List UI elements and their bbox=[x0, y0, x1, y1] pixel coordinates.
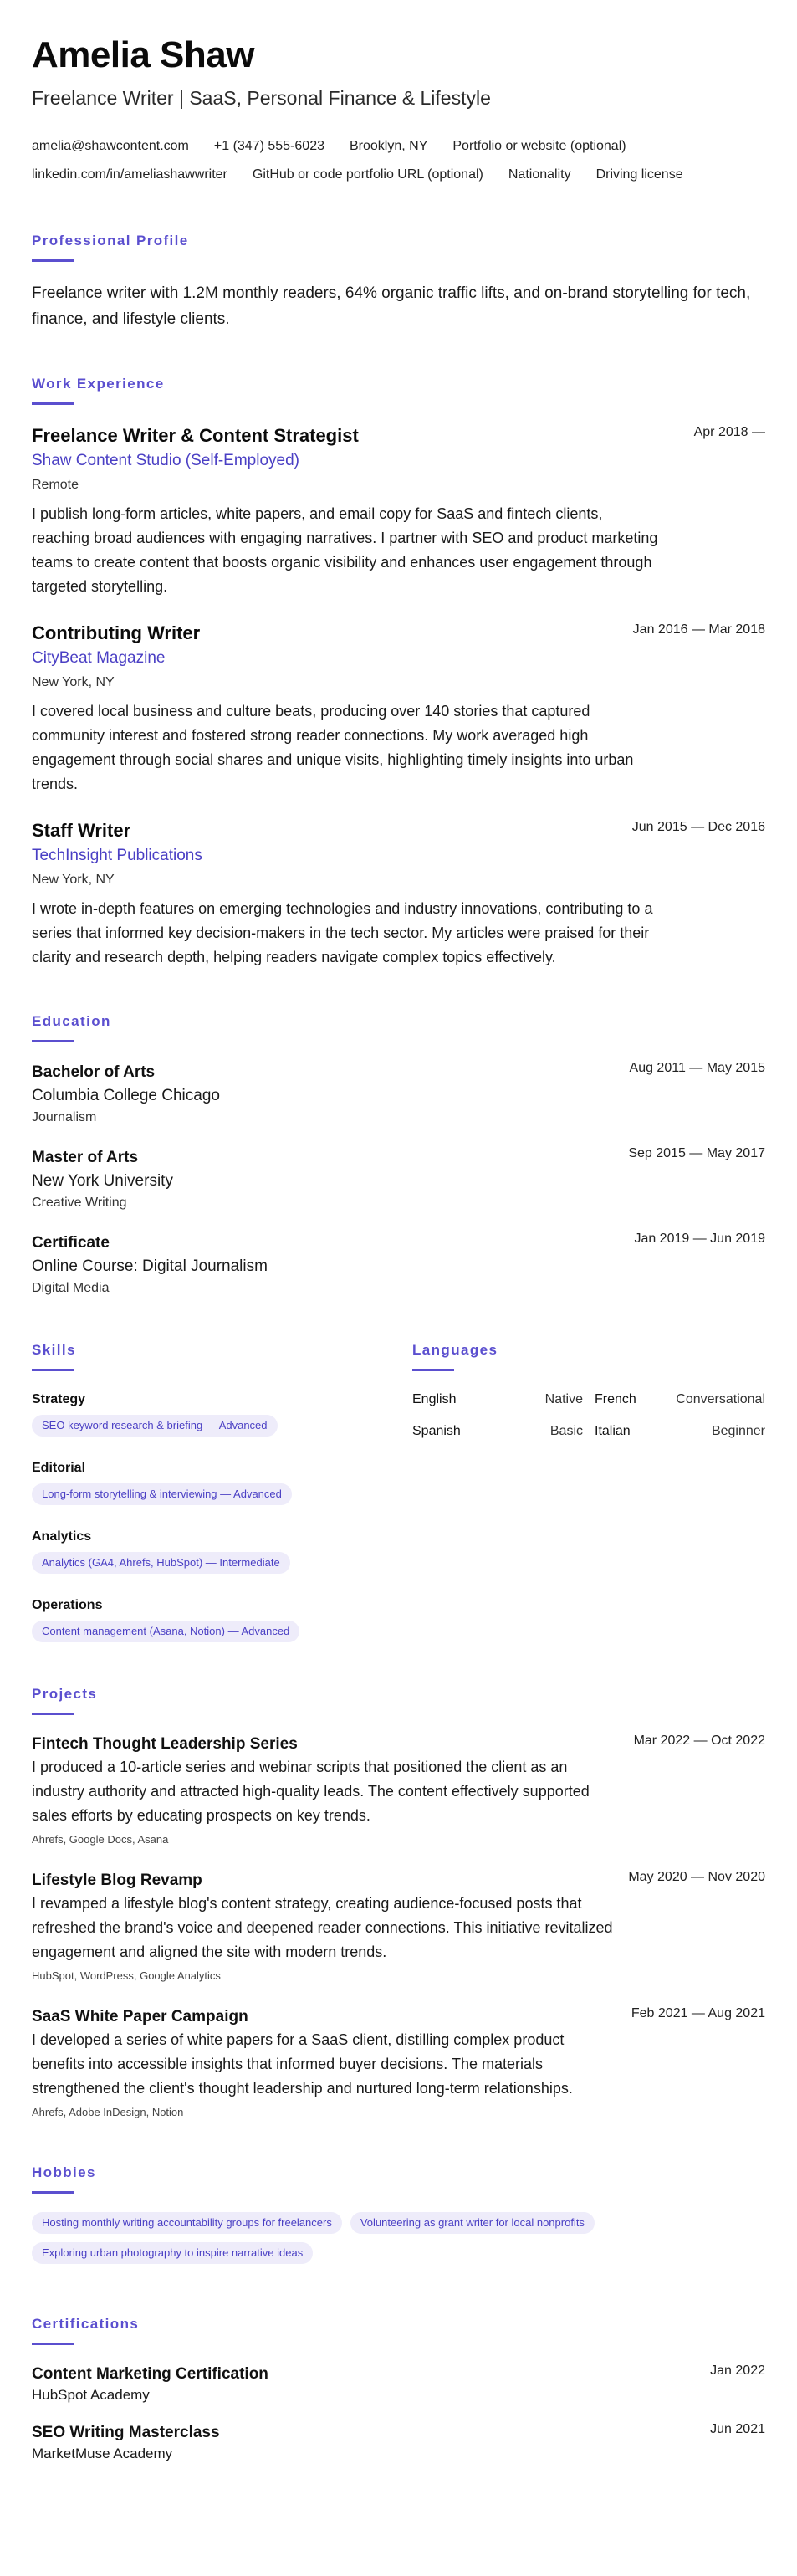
certification-name: SEO Writing Masterclass bbox=[32, 2424, 220, 2441]
language-name: Spanish bbox=[412, 1424, 461, 1438]
skills-languages-row bbox=[32, 1342, 765, 1642]
job-description: I wrote in-depth features on emerging technologies and industry innovations, contributing to a series that informed key decision-makers in the tech sector. My articles were praised for their clarity and research depth, helping readers navigate complex topics effectively. bbox=[32, 900, 653, 965]
candidate-headline: Freelance Writer | SaaS, Personal Finance & Lifestyle bbox=[32, 87, 491, 109]
certification-item bbox=[32, 2422, 765, 2464]
skill-category: Strategy bbox=[32, 1392, 86, 1406]
contact-linkedin[interactable]: linkedin.com/in/ameliashawwriter bbox=[32, 167, 227, 182]
job-location: New York, NY bbox=[32, 675, 115, 689]
job-dates: Jun 2015 — Dec 2016 bbox=[631, 820, 765, 834]
job-title: Freelance Writer & Content Strategist bbox=[32, 425, 359, 446]
contact-portfolio[interactable]: Portfolio or website (optional) bbox=[452, 139, 626, 153]
job-title: Staff Writer bbox=[32, 820, 131, 841]
profile-section bbox=[32, 233, 765, 332]
contact-email[interactable]: amelia@shawcontent.com bbox=[32, 139, 189, 153]
skill-group bbox=[32, 1595, 412, 1642]
language-level: Beginner bbox=[711, 1424, 765, 1438]
certification-date: Jun 2021 bbox=[710, 2422, 765, 2436]
job-dates: Jan 2016 — Mar 2018 bbox=[632, 622, 765, 637]
project-tools: Ahrefs, Google Docs, Asana bbox=[32, 1833, 169, 1846]
project-dates: Feb 2021 — Aug 2021 bbox=[631, 2006, 765, 2020]
candidate-name: Amelia Shaw bbox=[32, 34, 254, 75]
language-name: French bbox=[595, 1392, 636, 1406]
education-item bbox=[32, 1061, 765, 1128]
profile-summary: Freelance writer with 1.2M monthly readers, 64% organic traffic lifts, and on-brand storytelling for tech, finance, and lifestyle clients. bbox=[32, 284, 751, 328]
skill-chip: Analytics (GA4, Ahrefs, HubSpot) — Intermediate bbox=[32, 1552, 290, 1574]
job-dates: Apr 2018 — bbox=[693, 425, 765, 439]
job-company: Shaw Content Studio (Self-Employed) bbox=[32, 452, 299, 469]
language-level: Basic bbox=[549, 1424, 583, 1438]
certification-item bbox=[32, 2363, 765, 2405]
skill-chip: Content management (Asana, Notion) — Advanced bbox=[32, 1621, 299, 1642]
project-item bbox=[32, 2006, 765, 2121]
hobby-chip: Volunteering as grant writer for local nonprofits bbox=[350, 2212, 595, 2234]
project-item bbox=[32, 1870, 765, 1984]
resume-header bbox=[32, 33, 765, 189]
contact-nationality: Nationality bbox=[508, 167, 571, 182]
education-dates: Aug 2011 — May 2015 bbox=[629, 1061, 765, 1075]
field-of-study: Journalism bbox=[32, 1110, 97, 1124]
job-company: TechInsight Publications bbox=[32, 847, 202, 864]
section-title: Professional Profile bbox=[32, 233, 189, 248]
education-dates: Sep 2015 — May 2017 bbox=[628, 1146, 765, 1160]
language-name: English bbox=[412, 1392, 457, 1406]
degree: Master of Arts bbox=[32, 1149, 139, 1166]
certification-issuer: MarketMuse Academy bbox=[32, 2445, 173, 2461]
education-dates: Jan 2019 — Jun 2019 bbox=[634, 1232, 765, 1246]
job-description: I publish long-form articles, white papers, and email copy for SaaS and fintech clients, reaching broad audiences with engaging narratives. I partner with SEO and product marketing teams to create content that boosts organic visibility and enhances user engagement through targeted storytelling. bbox=[32, 505, 658, 595]
contact-phone[interactable]: +1 (347) 555-6023 bbox=[213, 139, 324, 153]
school: Columbia College Chicago bbox=[32, 1087, 220, 1104]
skills-section bbox=[32, 1342, 412, 1642]
language-item bbox=[412, 1421, 583, 1442]
skill-category: Analytics bbox=[32, 1529, 92, 1544]
field-of-study: Creative Writing bbox=[32, 1196, 127, 1210]
section-divider bbox=[32, 259, 74, 262]
project-name: SaaS White Paper Campaign bbox=[32, 2008, 248, 2025]
section-title: Languages bbox=[412, 1342, 498, 1358]
project-description: I developed a series of white papers for a SaaS client, distilling complex product benefits into accessible insights that informed buyer decisions. The materials strengthened the client's thought leadership and nurtured long-term relationships. bbox=[32, 2031, 573, 2097]
experience-item bbox=[32, 423, 765, 599]
project-tools: Ahrefs, Adobe InDesign, Notion bbox=[32, 2106, 184, 2118]
project-name: Lifestyle Blog Revamp bbox=[32, 1872, 202, 1889]
project-tools: HubSpot, WordPress, Google Analytics bbox=[32, 1969, 221, 1982]
project-name: Fintech Thought Leadership Series bbox=[32, 1735, 298, 1753]
hobby-list bbox=[32, 2212, 768, 2272]
project-description: I revamped a lifestyle blog's content strategy, creating audience-focused posts that refreshed the brand's voice and deepened reader connections. This initiative revitalized engagement and aligned the site with modern trends. bbox=[32, 1895, 613, 1960]
section-title: Work Experience bbox=[32, 376, 165, 392]
degree: Certificate bbox=[32, 1234, 110, 1252]
section-title: Projects bbox=[32, 1686, 98, 1702]
contact-github[interactable]: GitHub or code portfolio URL (optional) bbox=[252, 167, 483, 182]
certifications-section bbox=[32, 2316, 765, 2464]
section-title: Education bbox=[32, 1013, 111, 1029]
skill-group bbox=[32, 1390, 412, 1437]
school: Online Course: Digital Journalism bbox=[32, 1257, 268, 1275]
contact-location: Brooklyn, NY bbox=[350, 139, 428, 153]
language-item bbox=[412, 1390, 583, 1410]
job-title: Contributing Writer bbox=[32, 622, 201, 643]
experience-section bbox=[32, 376, 765, 970]
field-of-study: Digital Media bbox=[32, 1281, 110, 1295]
project-dates: Mar 2022 — Oct 2022 bbox=[633, 1734, 765, 1748]
section-divider bbox=[32, 1369, 74, 1371]
language-item bbox=[595, 1421, 765, 1442]
section-title: Skills bbox=[32, 1342, 76, 1358]
project-description: I produced a 10-article series and webinar scripts that positioned the client as an industry authority and attracted high-quality leads. The content effectively supported sales efforts by educating prospects on key trends. bbox=[32, 1759, 590, 1824]
language-name: Italian bbox=[595, 1424, 631, 1438]
certification-issuer: HubSpot Academy bbox=[32, 2387, 150, 2403]
language-level: Conversational bbox=[676, 1392, 765, 1406]
languages-section bbox=[412, 1342, 765, 1642]
hobby-chip: Exploring urban photography to inspire narrative ideas bbox=[32, 2242, 313, 2264]
language-level: Native bbox=[544, 1392, 583, 1406]
section-divider bbox=[32, 1040, 74, 1042]
job-company: CityBeat Magazine bbox=[32, 649, 166, 667]
project-dates: May 2020 — Nov 2020 bbox=[628, 1870, 765, 1884]
section-divider bbox=[32, 1713, 74, 1715]
skill-chip: SEO keyword research & briefing — Advanced bbox=[32, 1415, 278, 1437]
certification-date: Jan 2022 bbox=[710, 2363, 765, 2378]
job-description: I covered local business and culture beats, producing over 140 stories that captured community interest and fostered strong reader connections. My work averaged high engagement through social shares and unique visits, highlighting timely insights into urban trends. bbox=[32, 703, 634, 792]
hobby-chip: Hosting monthly writing accountability groups for freelancers bbox=[32, 2212, 342, 2234]
skill-chip: Long-form storytelling & interviewing — Advanced bbox=[32, 1483, 292, 1505]
hobbies-section bbox=[32, 2164, 765, 2272]
language-item bbox=[595, 1390, 765, 1410]
section-divider bbox=[32, 2343, 74, 2345]
section-divider bbox=[412, 1369, 454, 1371]
section-title: Certifications bbox=[32, 2316, 140, 2332]
skill-group bbox=[32, 1527, 412, 1574]
skill-category: Operations bbox=[32, 1598, 103, 1612]
section-divider bbox=[32, 2191, 74, 2194]
contact-list bbox=[32, 132, 765, 189]
projects-section bbox=[32, 1686, 765, 2121]
certification-name: Content Marketing Certification bbox=[32, 2365, 268, 2383]
degree: Bachelor of Arts bbox=[32, 1063, 156, 1081]
experience-item bbox=[32, 621, 765, 796]
school: New York University bbox=[32, 1172, 173, 1190]
job-location: Remote bbox=[32, 478, 79, 492]
section-divider bbox=[32, 402, 74, 405]
skill-category: Editorial bbox=[32, 1461, 86, 1475]
project-item bbox=[32, 1734, 765, 1848]
education-item bbox=[32, 1232, 765, 1298]
contact-driving-license: Driving license bbox=[595, 167, 683, 182]
education-section bbox=[32, 1013, 765, 1298]
job-location: New York, NY bbox=[32, 873, 115, 887]
experience-item bbox=[32, 818, 765, 970]
education-item bbox=[32, 1146, 765, 1213]
section-title: Hobbies bbox=[32, 2164, 96, 2180]
language-grid bbox=[412, 1390, 765, 1442]
skill-group bbox=[32, 1458, 412, 1505]
